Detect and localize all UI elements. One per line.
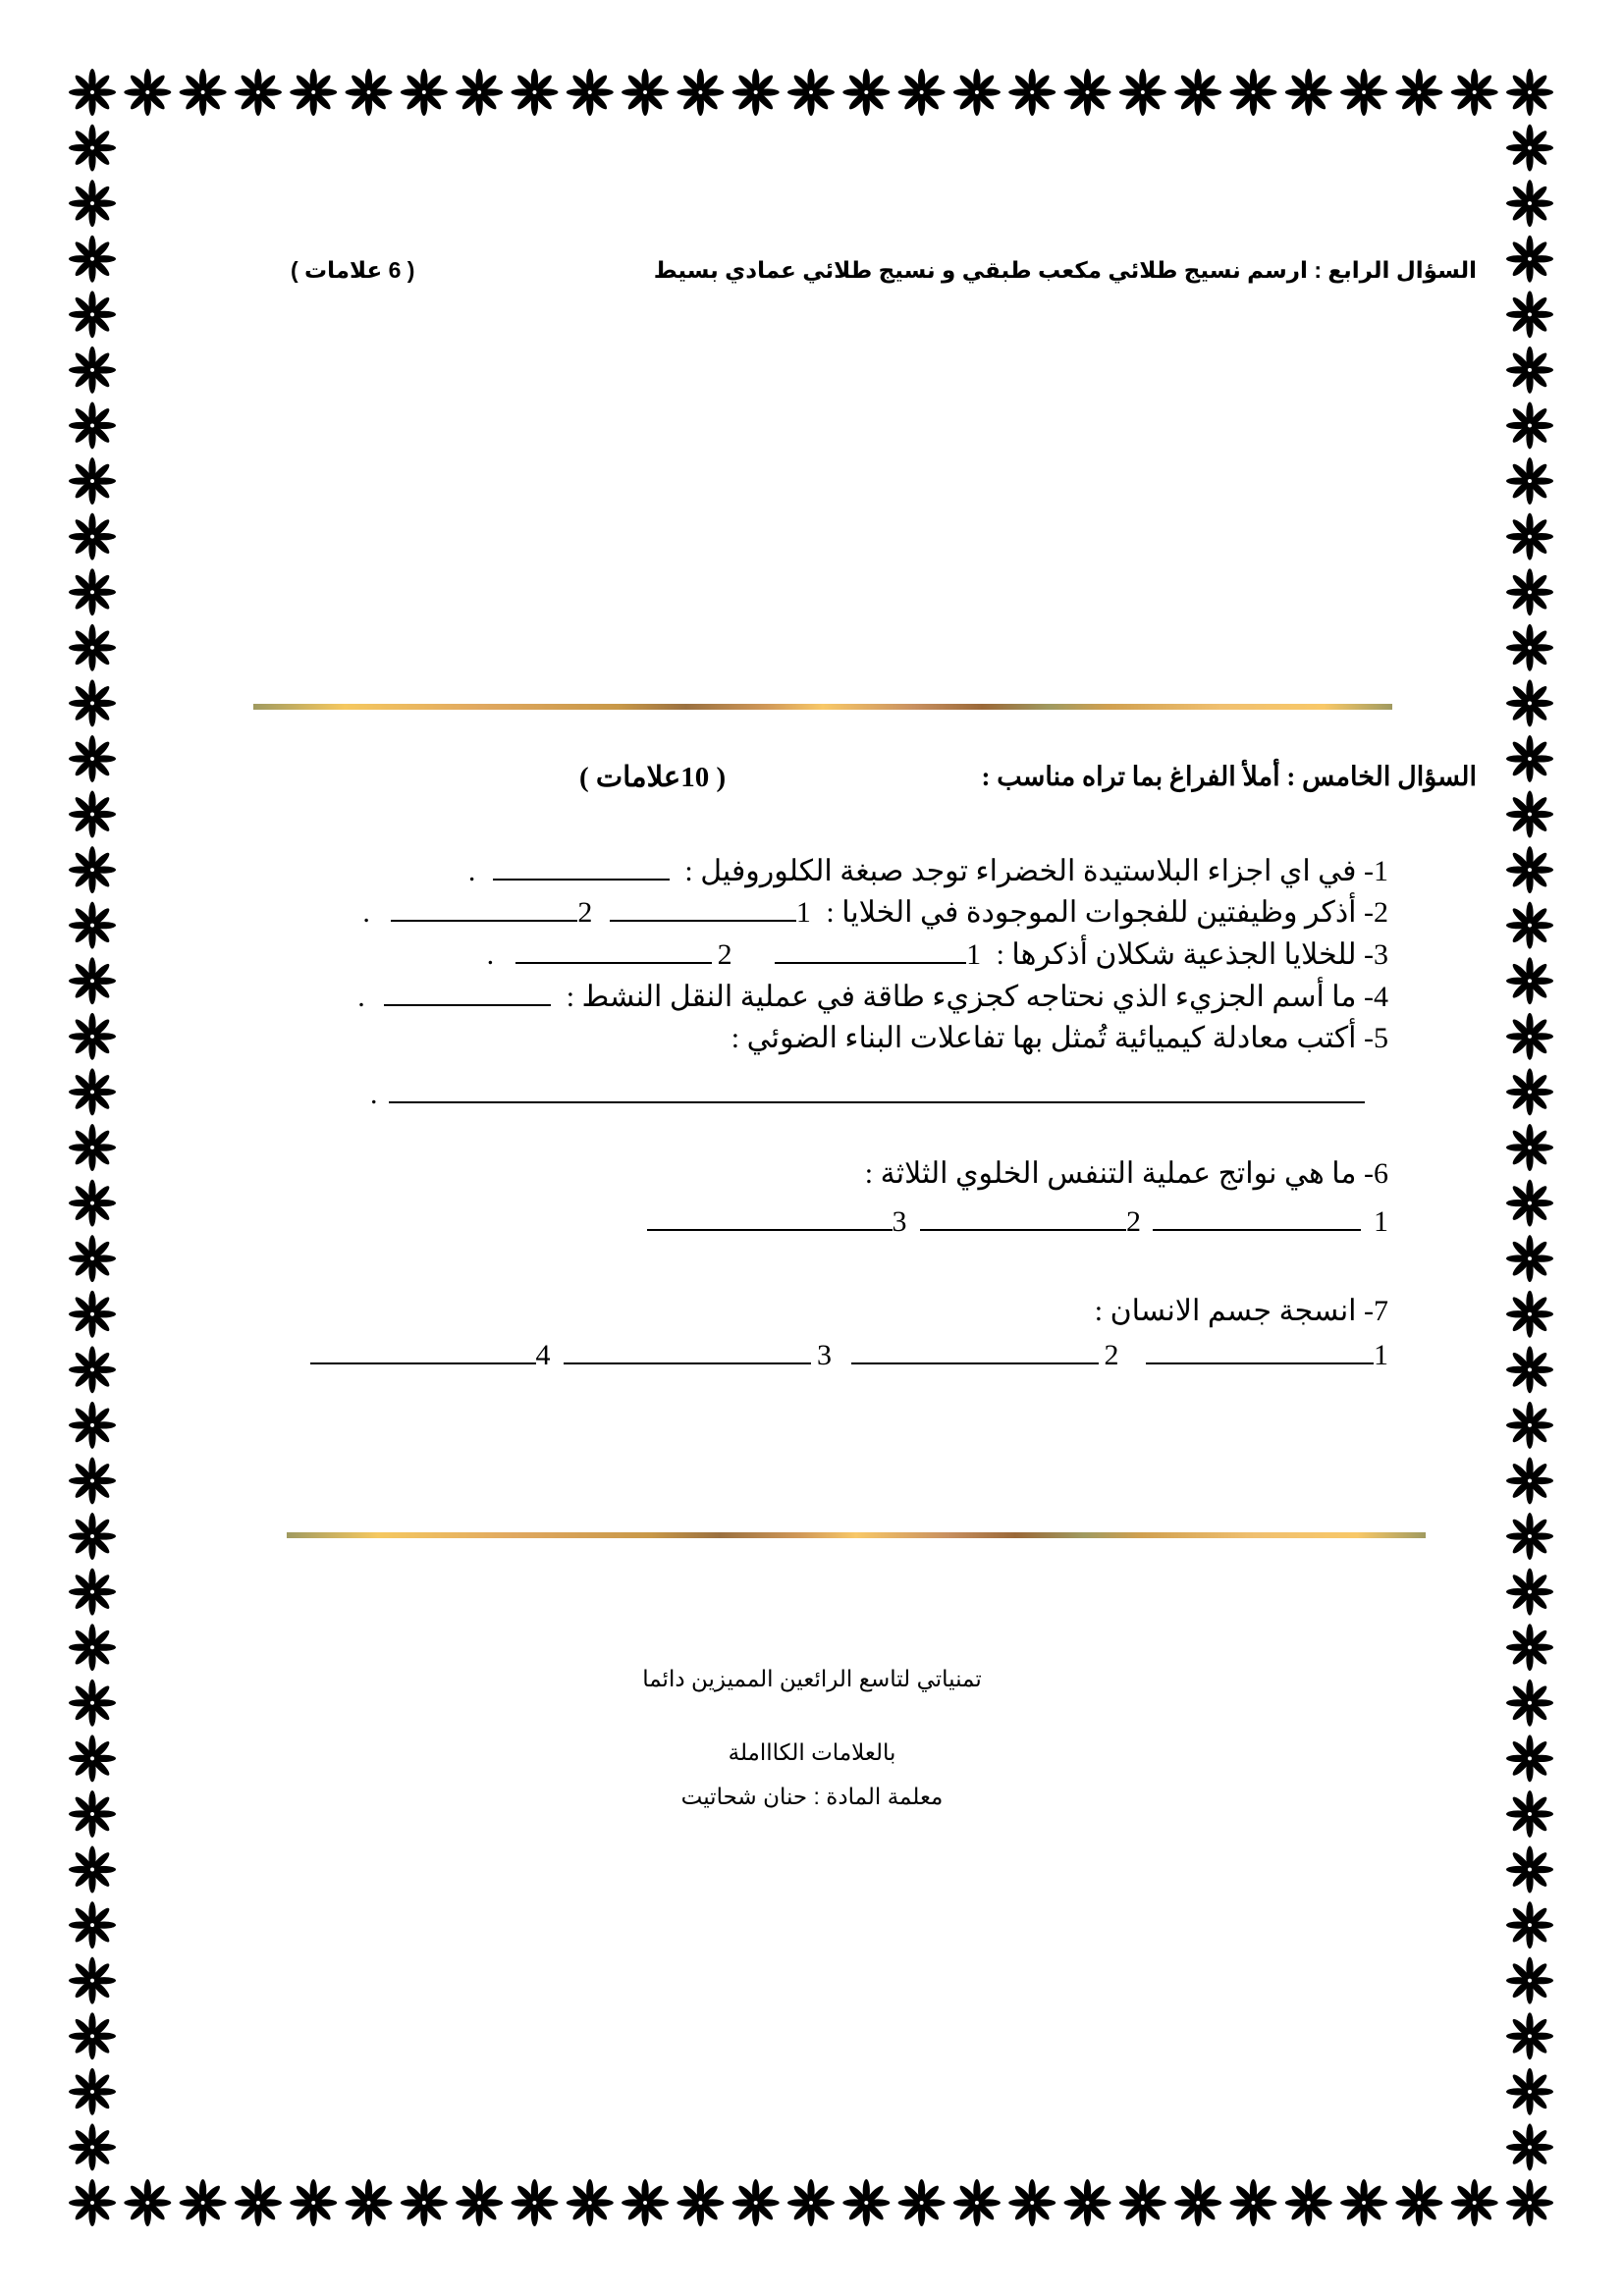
- answer-blank[interactable]: [920, 1205, 1126, 1231]
- flower-icon: [1506, 679, 1553, 726]
- footer-teacher: معلمة المادة : حنان شحاتيت: [680, 1784, 944, 1809]
- answer-blank[interactable]: [1146, 1339, 1374, 1364]
- answer-blank[interactable]: [851, 1339, 1099, 1364]
- flower-icon: [898, 2179, 946, 2226]
- flower-icon: [69, 180, 116, 227]
- item-text: 1- في اي اجزاء البلاستيدة الخضراء توجد صبغة الكلوروفيل :: [684, 855, 1388, 887]
- flower-icon: [1506, 735, 1553, 782]
- answer-blank[interactable]: [564, 1339, 811, 1364]
- flower-icon: [953, 2179, 1001, 2226]
- flower-icon: [1506, 1901, 1553, 1949]
- footer-wish-2: بالعلامات الكاااملة: [728, 1739, 896, 1765]
- flower-icon: [124, 69, 171, 116]
- flower-icon: [953, 69, 1001, 116]
- footer-wish: تمنياتي لتاسع الرائعين المميزين دائما: [642, 1666, 982, 1691]
- flower-icon: [1064, 69, 1111, 116]
- flower-icon: [1506, 1068, 1553, 1115]
- flower-icon: [1506, 1957, 1553, 2004]
- flower-icon: [69, 2012, 116, 2059]
- flower-icon: [1340, 69, 1387, 116]
- flower-icon: [1506, 957, 1553, 1004]
- flower-icon: [456, 2179, 503, 2226]
- question-5-title: السؤال الخامس : أملأ الفراغ بما تراه مناسب :: [981, 762, 1477, 791]
- item-text: 5- أكتب معادلة كيميائية تُمثل بها تفاعلات البناء الضوئي :: [731, 1022, 1388, 1054]
- question-5-item-7: [1095, 1294, 1388, 1328]
- divider-top: [253, 704, 1392, 710]
- flower-icon: [1119, 69, 1166, 116]
- flower-icon: [1451, 2179, 1498, 2226]
- flower-icon: [69, 513, 116, 561]
- item-text: 6- ما هي نواتج عملية التنفس الخلوي الثلاثة :: [864, 1157, 1388, 1190]
- flower-icon: [69, 1235, 116, 1282]
- flower-icon: [1506, 1846, 1553, 1894]
- flower-icon: [1340, 2179, 1387, 2226]
- flower-icon: [898, 69, 946, 116]
- flower-icon: [401, 2179, 448, 2226]
- flower-icon: [1506, 457, 1553, 505]
- flower-icon: [1506, 1235, 1553, 1282]
- flower-icon: [180, 2179, 227, 2226]
- flower-icon: [69, 1346, 116, 1393]
- flower-icon: [511, 69, 558, 116]
- flower-icon: [511, 2179, 558, 2226]
- flower-icon: [677, 2179, 724, 2226]
- flower-icon: [1506, 291, 1553, 338]
- flower-icon: [622, 69, 669, 116]
- flower-icon: [1395, 69, 1442, 116]
- question-5-item-5-answer: [370, 1078, 1365, 1111]
- blank-number: 2: [1104, 1339, 1119, 1371]
- flower-icon: [1506, 347, 1553, 394]
- question-5-item-3: [487, 937, 1388, 972]
- question-5-item-2: [362, 895, 1388, 930]
- answer-blank[interactable]: [391, 896, 577, 922]
- flower-icon: [1008, 69, 1056, 116]
- answer-blank[interactable]: [610, 896, 796, 922]
- flower-icon: [290, 69, 337, 116]
- flower-icon: [1506, 236, 1553, 283]
- flower-icon: [1451, 69, 1498, 116]
- answer-blank[interactable]: [647, 1205, 893, 1231]
- flower-icon: [1506, 1180, 1553, 1227]
- flower-icon: [69, 1291, 116, 1338]
- flower-icon: [69, 735, 116, 782]
- blank-number: 3: [892, 1205, 907, 1238]
- answer-blank[interactable]: [515, 938, 712, 964]
- flower-icon: [69, 957, 116, 1004]
- flower-icon: [1506, 1291, 1553, 1338]
- flower-icon: [1506, 846, 1553, 893]
- flower-icon: [1395, 2179, 1442, 2226]
- flower-icon: [842, 69, 890, 116]
- flower-icon: [346, 2179, 393, 2226]
- answer-blank[interactable]: [493, 855, 670, 881]
- question-5-marks: ( 10علامات ): [579, 762, 727, 793]
- flower-icon: [1506, 1124, 1553, 1171]
- flower-icon: [1285, 2179, 1332, 2226]
- flower-icon: [69, 846, 116, 893]
- flower-icon: [732, 2179, 780, 2226]
- answer-blank[interactable]: [310, 1339, 536, 1364]
- question-5-item-5: [731, 1021, 1388, 1055]
- flower-icon: [787, 69, 835, 116]
- item-text: 7- انسجة جسم الانسان :: [1094, 1295, 1388, 1327]
- flower-icon: [290, 2179, 337, 2226]
- flower-icon: [69, 568, 116, 615]
- flower-icon: [401, 69, 448, 116]
- divider-bottom: [287, 1532, 1426, 1538]
- item-end: .: [486, 938, 495, 971]
- question-5-item-1: [468, 854, 1388, 888]
- flower-icon: [456, 69, 503, 116]
- blank-number: 1: [1374, 1339, 1388, 1371]
- flower-icon: [1506, 2012, 1553, 2059]
- flower-icon: [1506, 2123, 1553, 2170]
- blank-number: 1: [1374, 1205, 1388, 1238]
- item-text: 3- للخلايا الجذعية شكلان أذكرها :: [996, 938, 1388, 971]
- flower-icon: [69, 791, 116, 838]
- flower-icon: [567, 2179, 614, 2226]
- question-5-item-6-answers: [647, 1205, 1389, 1239]
- flower-icon: [1008, 2179, 1056, 2226]
- flower-icon: [235, 2179, 282, 2226]
- flower-icon: [1506, 1013, 1553, 1060]
- flower-icon: [622, 2179, 669, 2226]
- flower-icon: [69, 1624, 116, 1671]
- flower-icon: [1506, 1569, 1553, 1616]
- flower-icon: [69, 902, 116, 949]
- flower-icon: [69, 457, 116, 505]
- flower-icon: [69, 2123, 116, 2170]
- flower-icon: [1506, 1624, 1553, 1671]
- flower-icon: [787, 2179, 835, 2226]
- flower-icon: [1506, 125, 1553, 172]
- question-4-marks: ( 6 علامات ): [291, 257, 415, 283]
- flower-icon: [1174, 2179, 1221, 2226]
- flower-icon: [1506, 1346, 1553, 1393]
- flower-icon: [732, 69, 780, 116]
- question-4-title: السؤال الرابع : ارسم نسيج طلائي مكعب طبقي و نسيج طلائي عمادي بسيط: [653, 257, 1477, 283]
- flower-icon: [69, 1124, 116, 1171]
- question-5-item-6: [865, 1156, 1388, 1191]
- flower-icon: [1506, 1402, 1553, 1449]
- flower-icon: [1506, 2179, 1553, 2226]
- item-end: .: [467, 855, 476, 887]
- flower-icon: [1506, 1457, 1553, 1504]
- flower-icon: [1506, 180, 1553, 227]
- flower-icon: [1506, 513, 1553, 561]
- flower-icon: [567, 69, 614, 116]
- flower-icon: [69, 1957, 116, 2004]
- item-text: 4- ما أسم الجزيء الذي نحتاجه كجزيء طاقة في عملية النقل النشط :: [566, 981, 1388, 1013]
- blank-number: 1: [795, 896, 811, 929]
- flower-icon: [1506, 902, 1553, 949]
- item-end: .: [370, 1078, 378, 1110]
- blank-number: 2: [577, 896, 593, 929]
- flower-icon: [69, 236, 116, 283]
- flower-icon: [69, 1569, 116, 1616]
- answer-blank[interactable]: [775, 938, 966, 964]
- flower-icon: [69, 1901, 116, 1949]
- flower-icon: [69, 1402, 116, 1449]
- flower-icon: [69, 1846, 116, 1894]
- flower-icon: [69, 1513, 116, 1560]
- blank-number: 4: [535, 1339, 551, 1371]
- flower-icon: [842, 2179, 890, 2226]
- flower-icon: [69, 679, 116, 726]
- flower-icon: [69, 401, 116, 449]
- blank-number: 2: [717, 938, 732, 971]
- flower-icon: [69, 125, 116, 172]
- flower-icon: [1229, 2179, 1276, 2226]
- answer-blank[interactable]: [384, 981, 551, 1006]
- flower-icon: [1119, 2179, 1166, 2226]
- flower-icon: [69, 1457, 116, 1504]
- item-end: .: [357, 981, 365, 1013]
- flower-icon: [1506, 2068, 1553, 2115]
- item-end: .: [362, 896, 370, 929]
- flower-icon: [1506, 1513, 1553, 1560]
- flower-icon: [69, 347, 116, 394]
- blank-number: 3: [817, 1339, 832, 1371]
- flower-icon: [1229, 69, 1276, 116]
- blank-number: 2: [1126, 1205, 1141, 1238]
- flower-icon: [1174, 69, 1221, 116]
- flower-icon: [1506, 791, 1553, 838]
- flower-icon: [1506, 568, 1553, 615]
- flower-icon: [235, 69, 282, 116]
- flower-icon: [1506, 624, 1553, 671]
- flower-icon: [69, 1180, 116, 1227]
- flower-icon: [180, 69, 227, 116]
- flower-icon: [677, 69, 724, 116]
- item-text: 2- أذكر وظيفتين للفجوات الموجودة في الخلايا :: [826, 896, 1388, 929]
- flower-icon: [346, 69, 393, 116]
- question-5-item-7-answers: [310, 1339, 1389, 1372]
- answer-blank[interactable]: [389, 1078, 1365, 1103]
- flower-icon: [1064, 2179, 1111, 2226]
- flower-icon: [69, 624, 116, 671]
- flower-icon: [69, 1068, 116, 1115]
- flower-icon: [1285, 69, 1332, 116]
- answer-blank[interactable]: [1153, 1205, 1361, 1231]
- flower-icon: [69, 69, 116, 116]
- flower-icon: [69, 291, 116, 338]
- question-5-item-4: [357, 980, 1388, 1014]
- blank-number: 1: [966, 938, 982, 971]
- flower-icon: [1506, 401, 1553, 449]
- flower-icon: [69, 1013, 116, 1060]
- flower-icon: [124, 2179, 171, 2226]
- flower-icon: [1506, 69, 1553, 116]
- flower-icon: [69, 2068, 116, 2115]
- flower-icon: [69, 2179, 116, 2226]
